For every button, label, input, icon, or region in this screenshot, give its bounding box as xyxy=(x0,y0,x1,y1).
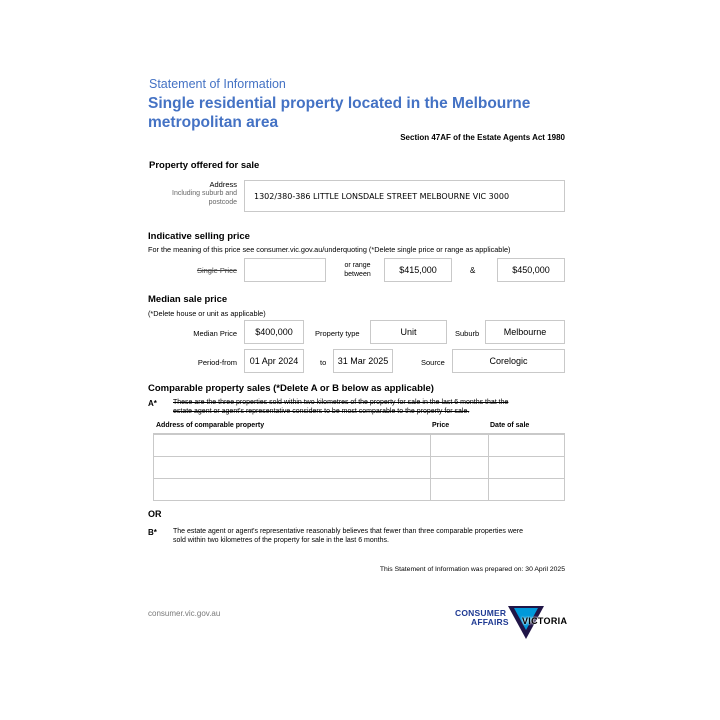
comparable-date-cell[interactable] xyxy=(489,435,565,457)
indicative-price-note: For the meaning of this price see consumer.vic.gov.au/underquoting (*Delete single price or range as applicable) xyxy=(148,245,511,254)
comparable-table xyxy=(153,434,565,501)
range-low-field[interactable] xyxy=(384,258,452,282)
option-a-marker: A* xyxy=(148,399,157,408)
comparable-date-cell[interactable] xyxy=(489,457,565,479)
table-row xyxy=(154,479,565,501)
source-label: Source xyxy=(421,358,445,367)
comparable-address-cell[interactable] xyxy=(154,457,431,479)
table-row xyxy=(154,435,565,457)
range-high-field[interactable] xyxy=(497,258,565,282)
indicative-price-heading: Indicative selling price xyxy=(148,231,250,242)
column-header-address: Address of comparable property xyxy=(156,422,265,429)
option-a-text-line1: These are the three properties sold within two kilometres of the property for sale in the last 6 months that the xyxy=(173,399,509,406)
range-label-line2: between xyxy=(344,271,371,278)
median-price-field[interactable] xyxy=(244,320,304,344)
comparable-address-cell[interactable] xyxy=(154,435,431,457)
option-b-marker: B* xyxy=(148,528,157,537)
document-type: Statement of Information xyxy=(149,77,286,91)
single-price-field[interactable] xyxy=(244,258,326,282)
logo-affairs-text: AFFAIRS xyxy=(471,617,509,627)
property-type-field[interactable] xyxy=(370,320,447,344)
or-label: OR xyxy=(148,509,162,519)
property-type-label: Property type xyxy=(315,329,360,338)
comparable-price-cell[interactable] xyxy=(431,457,489,479)
section-reference: Section 47AF of the Estate Agents Act 1980 xyxy=(400,133,565,142)
ampersand-label: & xyxy=(470,266,476,275)
address-sublabel-2: postcode xyxy=(208,199,237,206)
document-title-line1: Single residential property located in the Melbourne xyxy=(148,95,531,112)
column-header-price: Price xyxy=(432,422,450,429)
logo-consumer-text: CONSUMER xyxy=(455,608,507,618)
suburb-label: Suburb xyxy=(455,329,480,338)
column-header-date: Date of sale xyxy=(490,422,530,429)
option-b-text-line2: sold within two kilometres of the property for sale in the last 6 months. xyxy=(173,537,389,544)
property-type-value: Unit xyxy=(400,327,417,337)
comparable-price-cell[interactable] xyxy=(431,479,489,501)
address-sublabel-1: Including suburb and xyxy=(172,190,237,197)
property-offered-heading: Property offered for sale xyxy=(149,160,260,171)
logo-victoria-text: VICTORIA xyxy=(522,616,568,626)
prepared-date-note: This Statement of Information was prepared on: 30 April 2025 xyxy=(379,566,565,573)
address-value: 1302/380-386 LITTLE LONSDALE STREET MELBOURNE VIC 3000 xyxy=(254,191,510,201)
consumer-affairs-victoria-logo xyxy=(455,606,570,642)
source-field[interactable] xyxy=(452,349,565,373)
suburb-value: Melbourne xyxy=(503,327,547,337)
comparable-heading: Comparable property sales (*Delete A or B below as applicable) xyxy=(148,383,434,394)
footer-website: consumer.vic.gov.au xyxy=(148,609,221,618)
suburb-field[interactable] xyxy=(485,320,565,344)
option-a-text-line2: estate agent or agent's representative considers to be most comparable to the property for sale. xyxy=(173,408,470,415)
median-price-heading: Median sale price xyxy=(148,294,228,305)
comparable-date-cell[interactable] xyxy=(489,479,565,501)
table-row xyxy=(154,457,565,479)
median-price-label: Median Price xyxy=(193,329,237,338)
period-from-field[interactable] xyxy=(244,349,304,373)
comparable-address-cell[interactable] xyxy=(154,479,431,501)
to-label: to xyxy=(320,358,327,367)
period-from-value: 01 Apr 2024 xyxy=(249,356,299,366)
range-low-value: $415,000 xyxy=(399,265,437,275)
source-value: Corelogic xyxy=(489,356,528,366)
median-price-note: (*Delete house or unit as applicable) xyxy=(148,309,266,318)
range-high-value: $450,000 xyxy=(512,265,550,275)
single-price-label: Single Price xyxy=(196,266,237,275)
comparable-price-cell[interactable] xyxy=(431,435,489,457)
median-price-value: $400,000 xyxy=(255,327,293,337)
option-b-text-line1: The estate agent or agent's representative reasonably believes that fewer than three comparable properties were xyxy=(173,528,523,535)
range-label-line1: or range xyxy=(344,262,371,269)
period-from-label: Period-from xyxy=(197,358,237,367)
address-label: Address xyxy=(209,180,237,189)
document-title-line2: metropolitan area xyxy=(148,114,279,131)
period-to-value: 31 Mar 2025 xyxy=(337,356,389,366)
period-to-field[interactable] xyxy=(333,349,393,373)
address-field[interactable] xyxy=(244,180,565,212)
